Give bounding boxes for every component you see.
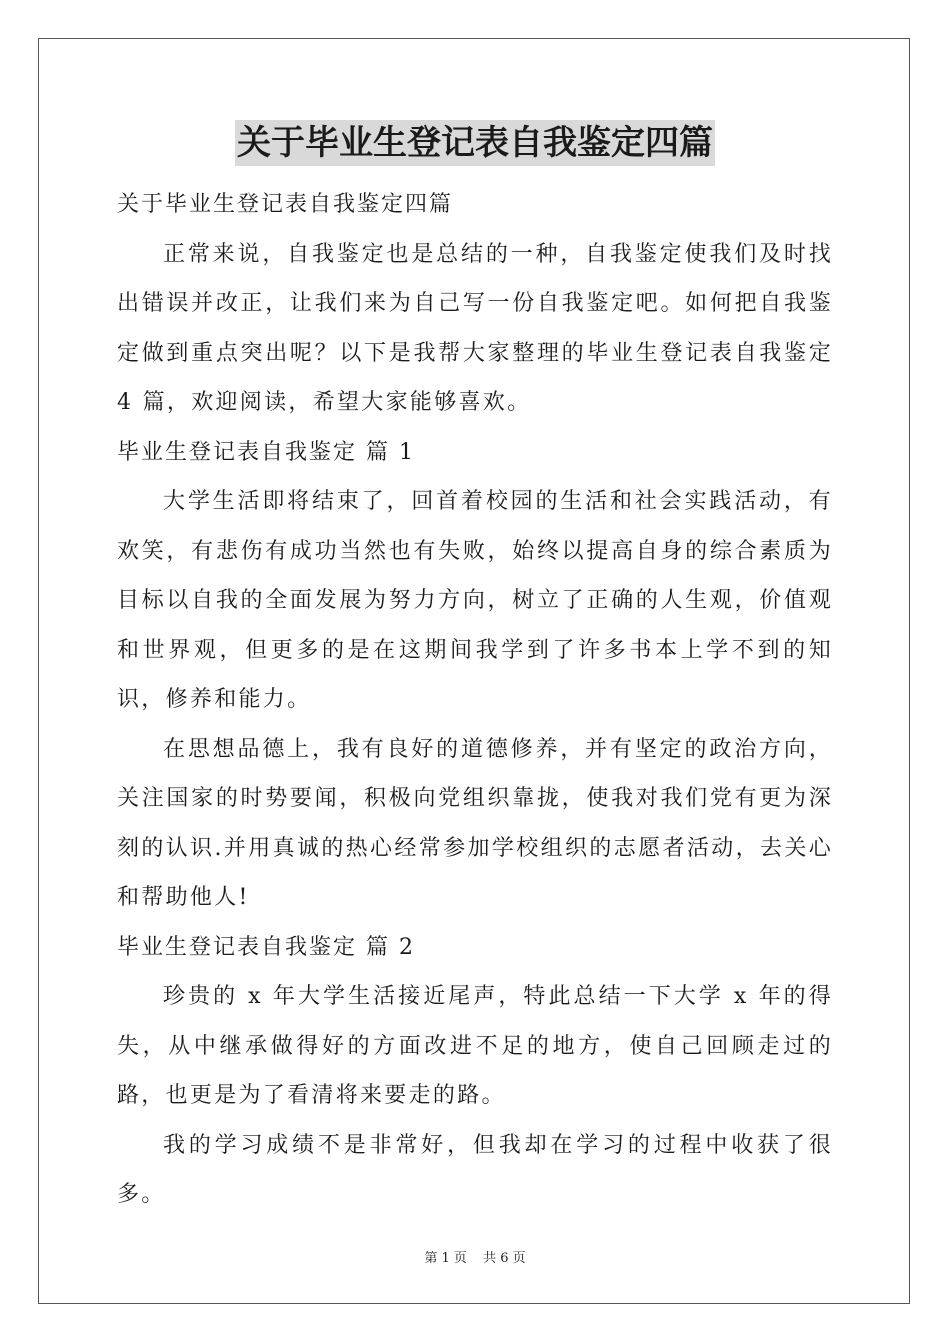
section-1-paragraph-1: 大学生活即将结束了，回首着校园的生活和社会实践活动，有欢笑，有悲伤有成功当然也有失败，始终以提高自身的综合素质为目标以自我的全面发展为努力方向，树立了正确的人生观，价值观和世界观，但更多的是在这期间我学到了许多书本上学不到的知识，修养和能力。	[117, 489, 833, 712]
section-1-heading: 毕业生登记表自我鉴定 篇 1	[117, 439, 415, 465]
document-subtitle: 关于毕业生登记表自我鉴定四篇	[117, 192, 454, 217]
document-title: 关于毕业生登记表自我鉴定四篇	[235, 120, 715, 166]
document-body	[117, 120, 833, 1220]
page-footer	[0, 1247, 950, 1266]
section-2-paragraph-2: 我的学习成绩不是非常好，但我却在学习的过程中收获了很多。	[117, 1132, 833, 1207]
page-number-current: 第 1 页	[424, 1251, 467, 1266]
section-2-heading: 毕业生登记表自我鉴定 篇 2	[117, 934, 415, 960]
title-wrap	[117, 120, 833, 166]
page-number-total: 共 6 页	[483, 1251, 526, 1266]
section-2-paragraph-1: 珍贵的 x 年大学生活接近尾声，特此总结一下大学 x 年的得失，从中继承做得好的方面改进不足的地方，使自己回顾走过的路，也更是为了看清将来要走的路。	[117, 984, 833, 1108]
section-1-paragraph-2: 在思想品德上，我有良好的道德修养，并有坚定的政治方向，关注国家的时势要闻，积极向党组织靠拢，使我对我们党有更为深刻的认识.并用真诚的热心经常参加学校组织的志愿者活动，去关心和帮助他人!	[117, 736, 833, 910]
intro-paragraph: 正常来说，自我鉴定也是总结的一种，自我鉴定使我们及时找出错误并改正，让我们来为自己写一份自我鉴定吧。如何把自我鉴定做到重点突出呢？以下是我帮大家整理的毕业生登记表自我鉴定 4 篇，欢迎阅读，希望大家能够喜欢。	[117, 241, 833, 415]
